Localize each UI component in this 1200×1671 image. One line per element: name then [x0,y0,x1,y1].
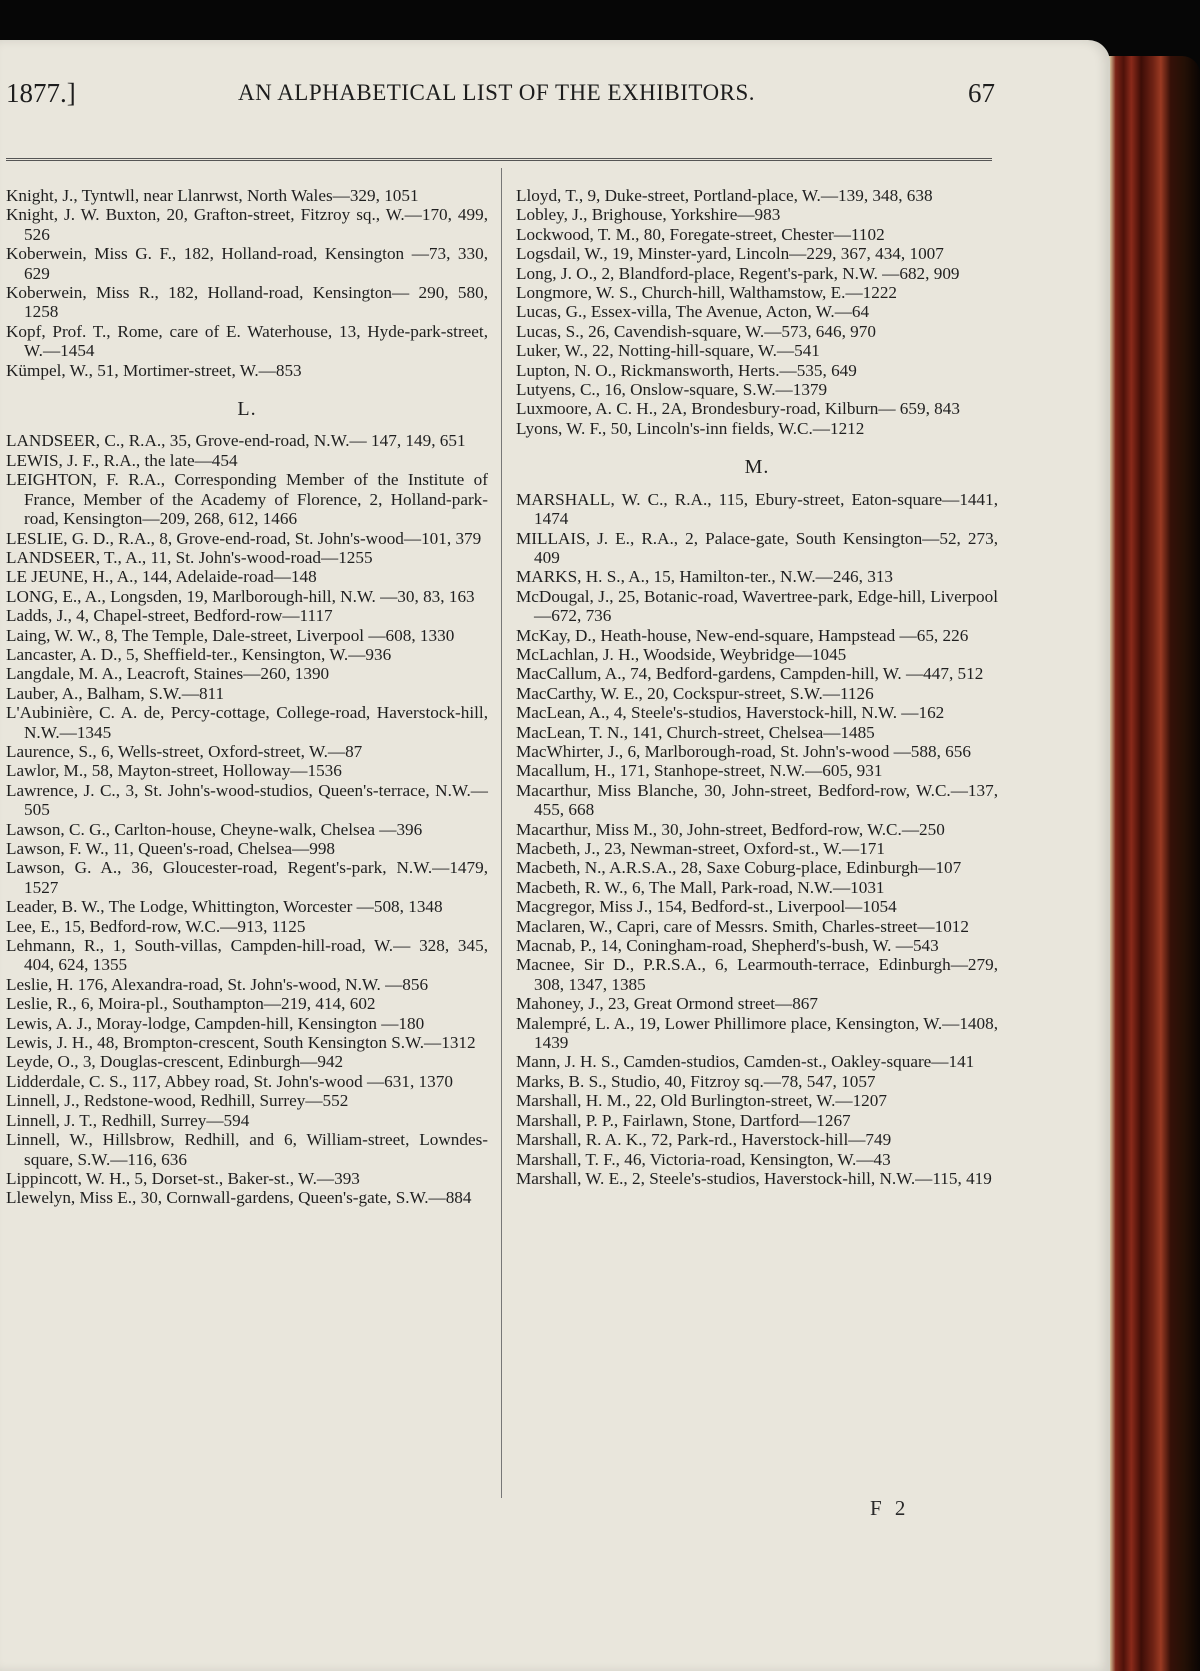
exhibitor-entry: Lucas, S., 26, Cavendish-square, W.—573, 646, 970 [516,321,876,341]
exhibitor-entry: Marshall, T. F., 46, Victoria-road, Kensington, W.—43 [516,1149,891,1169]
section-heading-m: M. [744,456,770,479]
exhibitor-entry: Marks, B. S., Studio, 40, Fitzroy sq.—78, 547, 1057 [516,1071,876,1091]
exhibitor-entry: MacCallum, A., 74, Bedford-gardens, Campden-hill, W. —447, 512 [516,664,984,684]
entries-l-continued [516,186,998,438]
exhibitor-entry: Mann, J. H. S., Camden-studios, Camden-st., Oakley-square—141 [516,1052,975,1072]
exhibitor-entry: Macnab, P., 14, Coningham-road, Shepherd's-bush, W. —543 [516,936,939,956]
exhibitor-entry: Macarthur, Miss Blanche, 30, John-street, Bedford-row, W.C.—137, 455, 668 [516,780,998,820]
exhibitor-entry: Lupton, N. O., Rickmansworth, Herts.—535, 649 [516,360,857,380]
exhibitor-entry: Linnell, J. T., Redhill, Surrey—594 [6,1110,250,1130]
exhibitor-entry: Laing, W. W., 8, The Temple, Dale-street, Liverpool —608, 1330 [6,625,455,645]
exhibitor-entry: Lawson, C. G., Carlton-house, Cheyne-walk, Chelsea —396 [6,819,423,839]
exhibitor-entry: Lancaster, A. D., 5, Sheffield-ter., Kensington, W.—936 [6,644,392,664]
exhibitor-entry: Malempré, L. A., 19, Lower Phillimore place, Kensington, W.—1408, 1439 [516,1013,998,1053]
exhibitor-entry: Macallum, H., 171, Stanhope-street, N.W.—605, 931 [516,761,883,781]
exhibitor-entry: LONG, E., A., Longsden, 19, Marlborough-hill, N.W. —30, 83, 163 [6,586,475,606]
exhibitor-entry: Lloyd, T., 9, Duke-street, Portland-place, W.—139, 348, 638 [516,186,933,205]
exhibitor-entry: Macbeth, N., A.R.S.A., 28, Saxe Coburg-place, Edinburgh—107 [516,858,962,878]
exhibitor-entry: Leader, B. W., The Lodge, Whittington, Worcester —508, 1348 [6,897,443,917]
header-rule [6,158,992,161]
exhibitor-entry: McLachlan, J. H., Woodside, Weybridge—1045 [516,644,847,664]
exhibitor-entry: MacWhirter, J., 6, Marlborough-road, St. John's-wood —588, 656 [516,741,971,761]
exhibitor-entry: Macgregor, Miss J., 154, Bedford-st., Liverpool—1054 [516,897,897,917]
exhibitor-entry: MARSHALL, W. C., R.A., 115, Ebury-street, Eaton-square—1441, 1474 [516,489,998,529]
exhibitor-entry: Leslie, H. 176, Alexandra-road, St. John's-wood, N.W. —856 [6,974,429,994]
exhibitor-entry: McKay, D., Heath-house, New-end-square, Hampstead —65, 226 [516,625,969,645]
exhibitor-entry: Lawson, G. A., 36, Gloucester-road, Regent's-park, N.W.—1479, 1527 [6,858,488,897]
exhibitor-entry: Knight, J. W. Buxton, 20, Grafton-street, Fitzroy sq., W.—170, 499, 526 [6,205,488,244]
column-divider [501,168,502,1498]
exhibitor-entry: Lawson, F. W., 11, Queen's-road, Chelsea—998 [6,839,336,858]
exhibitor-entry: Lehmann, R., 1, South-villas, Campden-hill-road, W.— 328, 345, 404, 624, 1355 [6,936,488,975]
exhibitor-entry: Lawlor, M., 58, Mayton-street, Holloway—1536 [6,761,342,781]
exhibitor-entry: Leyde, O., 3, Douglas-crescent, Edinburgh—942 [6,1052,344,1072]
exhibitor-entry: Marshall, H. M., 22, Old Burlington-street, W.—1207 [516,1091,887,1111]
exhibitor-entry: MacCarthy, W. E., 20, Cockspur-street, S.W.—1126 [516,683,874,703]
exhibitor-entry: MARKS, H. S., A., 15, Hamilton-ter., N.W.—246, 313 [516,567,894,587]
exhibitor-entry: Kümpel, W., 51, Mortimer-street, W.—853 [6,360,302,380]
exhibitor-entry: Macnee, Sir D., P.R.S.A., 6, Learmouth-terrace, Edinburgh—279, 308, 1347, 1385 [516,955,998,994]
exhibitor-entry: Lippincott, W. H., 5, Dorset-st., Baker-st., W.—393 [6,1168,360,1188]
exhibitor-entry: Lewis, A. J., Moray-lodge, Campden-hill, Kensington —180 [6,1013,425,1033]
header-year: 1877.] [6,78,76,108]
exhibitor-entry: Laurence, S., 6, Wells-street, Oxford-street, W.—87 [6,741,363,761]
exhibitor-entry: Lobley, J., Brighouse, Yorkshire—983 [516,205,781,225]
exhibitor-entry: MILLAIS, J. E., R.A., 2, Palace-gate, South Kensington—52, 273, 409 [516,528,998,567]
exhibitor-entry: McDougal, J., 25, Botanic-road, Wavertree-park, Edge-hill, Liverpool—672, 736 [516,586,998,626]
exhibitor-entry: Lewis, J. H., 48, Brompton-crescent, South Kensington S.W.—1312 [6,1033,476,1053]
exhibitor-entry: Lauber, A., Balham, S.W.—811 [6,683,225,703]
exhibitor-entry: Lee, E., 15, Bedford-row, W.C.—913, 1125 [6,916,306,936]
exhibitor-entry: LE JEUNE, H., A., 144, Adelaide-road—148 [6,567,317,587]
exhibitor-entry: Macarthur, Miss M., 30, John-street, Bedford-row, W.C.—250 [516,819,945,839]
entries-k [6,186,488,380]
right-column [516,186,998,1188]
section-heading-l: L. [237,398,257,421]
exhibitor-entry: Linnell, J., Redstone-wood, Redhill, Surrey—552 [6,1091,349,1111]
exhibitor-entry: Luker, W., 22, Notting-hill-square, W.—541 [516,341,820,361]
exhibitor-entry: Lawrence, J. C., 3, St. John's-wood-studios, Queen's-terrace, N.W.—505 [6,780,488,820]
exhibitor-entry: Leslie, R., 6, Moira-pl., Southampton—219, 414, 602 [6,994,376,1014]
exhibitor-entry: Marshall, R. A. K., 72, Park-rd., Haverstock-hill—749 [516,1130,892,1150]
exhibitor-entry: Maclaren, W., Capri, care of Messrs. Smith, Charles-street—1012 [516,916,969,936]
exhibitor-entry: MacLean, A., 4, Steele's-studios, Haverstock-hill, N.W. —162 [516,703,945,723]
page-number: 67 [968,78,995,108]
exhibitor-entry: LESLIE, G. D., R.A., 8, Grove-end-road, St. John's-wood—101, 379 [6,528,482,548]
exhibitor-entry: Koberwein, Miss R., 182, Holland-road, Kensington— 290, 580, 1258 [6,283,488,322]
exhibitor-entry: Luxmoore, A. C. H., 2A, Brondesbury-road, Kilburn— 659, 843 [516,399,960,419]
exhibitor-entry: Marshall, W. E., 2, Steele's-studios, Haverstock-hill, N.W.—115, 419 [516,1168,992,1188]
exhibitor-entry: LEIGHTON, F. R.A., Corresponding Member of the Institute of France, Member of the Academy of Florence, 2, Holland-park-road, Kensington—209, 268, 612, 1466 [6,470,488,529]
exhibitor-entry: Langdale, M. A., Leacroft, Staines—260, 1390 [6,664,330,684]
left-column [6,186,488,1208]
book-binding-edge [1102,56,1200,1671]
exhibitor-entry: Long, J. O., 2, Blandford-place, Regent's-park, N.W. —682, 909 [516,263,960,283]
exhibitor-entry: LEWIS, J. F., R.A., the late—454 [6,450,238,470]
exhibitor-entry: Mahoney, J., 23, Great Ormond street—867 [516,994,818,1014]
entries-m [516,490,998,1189]
exhibitor-entry: Kopf, Prof. T., Rome, care of E. Waterhouse, 13, Hyde-park-street, W.—1454 [6,321,488,361]
exhibitor-entry: Macbeth, J., 23, Newman-street, Oxford-st., W.—171 [516,839,885,858]
entries-l [6,431,488,1207]
exhibitor-entry: MacLean, T. N., 141, Church-street, Chelsea—1485 [516,722,875,742]
exhibitor-entry: Lutyens, C., 16, Onslow-square, S.W.—1379 [516,380,828,400]
header-title: AN ALPHABETICAL LIST OF THE EXHIBITORS. [238,80,755,105]
exhibitor-entry: Macbeth, R. W., 6, The Mall, Park-road, N.W.—1031 [516,877,885,897]
exhibitor-entry: Linnell, W., Hillsbrow, Redhill, and 6, William-street, Lowndes-square, S.W.—116, 636 [6,1130,488,1169]
running-head [6,78,996,118]
exhibitor-entry: Lucas, G., Essex-villa, The Avenue, Acton, W.—64 [516,302,870,322]
exhibitor-entry: Marshall, P. P., Fairlawn, Stone, Dartford—1267 [516,1110,851,1130]
exhibitor-entry: Koberwein, Miss G. F., 182, Holland-road, Kensington —73, 330, 629 [6,244,488,283]
exhibitor-entry: Lockwood, T. M., 80, Foregate-street, Chester—1102 [516,224,885,244]
exhibitor-entry: Lyons, W. F., 50, Lincoln's-inn fields, W.C.—1212 [516,418,865,438]
exhibitor-entry: L'Aubinière, C. A. de, Percy-cottage, College-road, Haverstock-hill, N.W.—1345 [6,703,488,742]
exhibitor-entry: Lidderdale, C. S., 117, Abbey road, St. John's-wood —631, 1370 [6,1071,453,1091]
exhibitor-entry: Logsdail, W., 19, Minster-yard, Lincoln—229, 367, 434, 1007 [516,244,944,264]
exhibitor-entry: LANDSEER, T., A., 11, St. John's-wood-road—1255 [6,547,373,567]
signature-mark: F 2 [870,1496,910,1520]
exhibitor-entry: Ladds, J., 4, Chapel-street, Bedford-row—1117 [6,606,333,626]
exhibitor-entry: LANDSEER, C., R.A., 35, Grove-end-road, N.W.— 147, 149, 651 [6,431,466,451]
exhibitor-entry: Llewelyn, Miss E., 30, Cornwall-gardens, Queen's-gate, S.W.—884 [6,1188,472,1208]
exhibitor-entry: Longmore, W. S., Church-hill, Walthamstow, E.—1222 [516,283,898,303]
exhibitor-entry: Knight, J., Tyntwll, near Llanrwst, North Wales—329, 1051 [6,186,419,205]
